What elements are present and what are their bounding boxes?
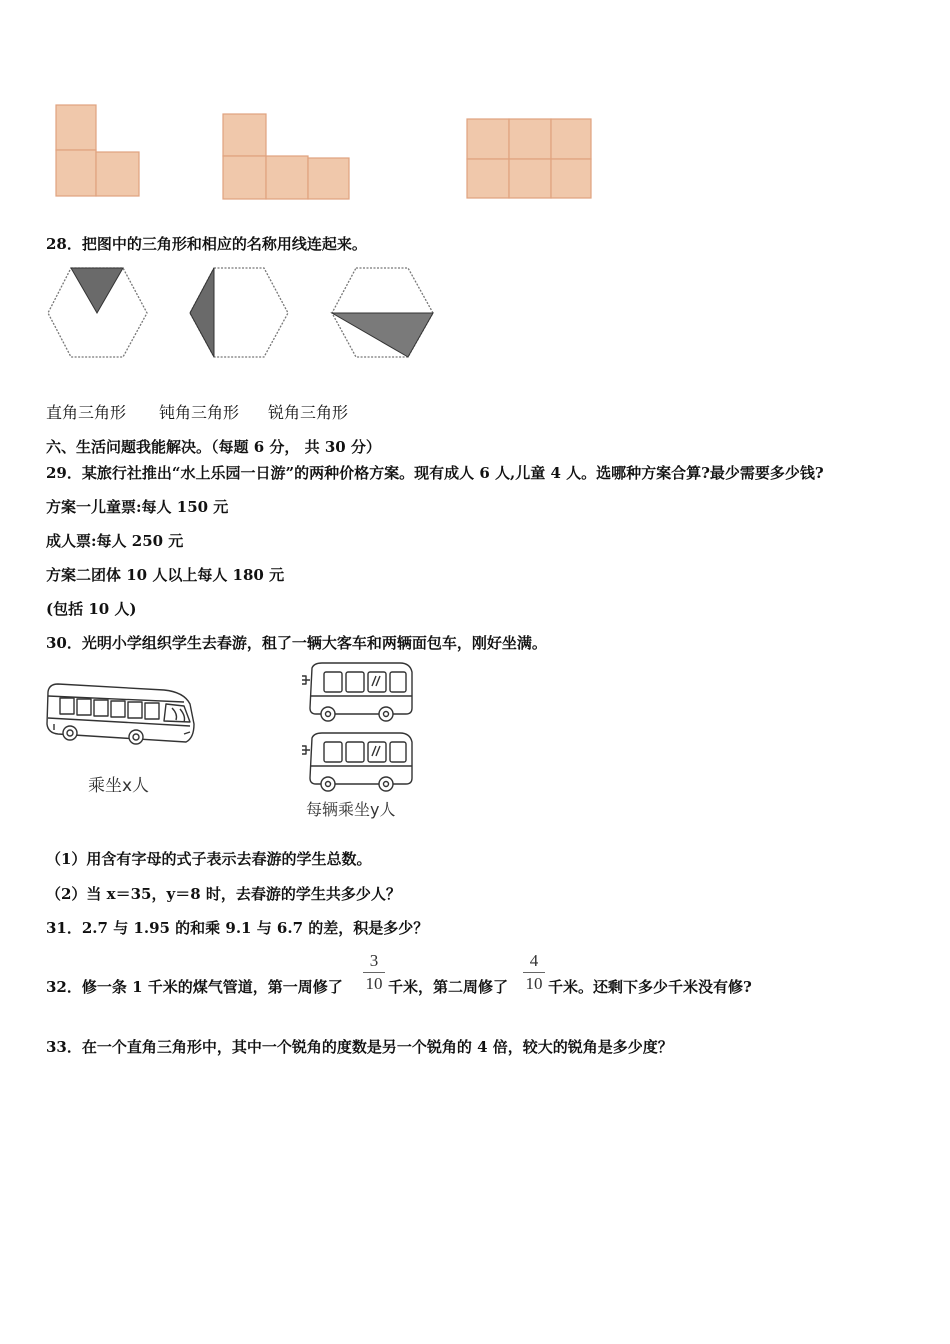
plan1-adult-price: 成人票:每人 250 元 <box>46 532 184 550</box>
hexagon-figure-1 <box>46 266 150 360</box>
hexagon-figure-3 <box>329 266 437 360</box>
triangle-name-right: 直角三角形 <box>46 403 127 422</box>
question-33: 33．在一个直角三角形中，其中一个锐角的度数是另一个锐角的 4 倍，较大的锐角是多少度？ <box>46 1038 673 1056</box>
fraction-numerator: 3 <box>369 951 379 970</box>
bus-illustration <box>44 676 198 760</box>
van-caption: 每辆乘坐y人 <box>306 800 396 819</box>
question-28: 28．把图中的三角形和相应的名称用线连起来。 <box>46 235 367 253</box>
plan1-child-price: 方案一儿童票:每人 150 元 <box>46 498 229 516</box>
fraction-3-10 <box>363 952 385 993</box>
triangle-name-acute: 锐角三角形 <box>268 403 349 422</box>
square-figure-1 <box>55 104 143 200</box>
section-6-title: 六、生活问题我能解决。（每题 6 分， 共 30 分） <box>46 438 381 456</box>
question-32-part-1: 32．修一条 1 千米的煤气管道，第一周修了 <box>46 978 343 996</box>
fraction-4-10 <box>523 952 545 993</box>
question-32-part-3: 千米。还剩下多少千米没有修? <box>548 978 752 996</box>
hexagon-figure-2 <box>187 266 291 360</box>
square-figure-3 <box>465 117 595 201</box>
fraction-numerator: 4 <box>529 951 539 970</box>
triangle-name-obtuse: 钝角三角形 <box>159 403 240 422</box>
question-30-part-2: （2）当 x＝35，y＝8 时，去春游的学生共多少人？ <box>46 885 401 903</box>
van-illustration-top <box>300 660 416 724</box>
question-29: 29．某旅行社推出“水上乐园一日游”的两种价格方案。现有成人 6 人,儿童 4 人。选哪种方案合算?最少需要多少钱? <box>46 464 824 482</box>
plan2-note: (包括 10 人) <box>46 600 137 618</box>
fraction-denominator: 10 <box>525 974 543 993</box>
bus-caption: 乘坐x人 <box>88 776 150 796</box>
question-30-part-1: （1）用含有字母的式子表示去春游的学生总数。 <box>46 850 372 868</box>
question-30: 30．光明小学组织学生去春游，租了一辆大客车和两辆面包车，刚好坐满。 <box>46 634 547 652</box>
question-31: 31．2.7 与 1.95 的和乘 9.1 与 6.7 的差，积是多少？ <box>46 919 429 937</box>
van-illustration-bottom <box>300 730 416 794</box>
fraction-denominator: 10 <box>365 974 383 993</box>
plan2-group-price: 方案二团体 10 人以上每人 180 元 <box>46 566 285 584</box>
square-figure-2 <box>222 113 352 201</box>
question-32-part-2: 千米，第二周修了 <box>388 978 509 996</box>
